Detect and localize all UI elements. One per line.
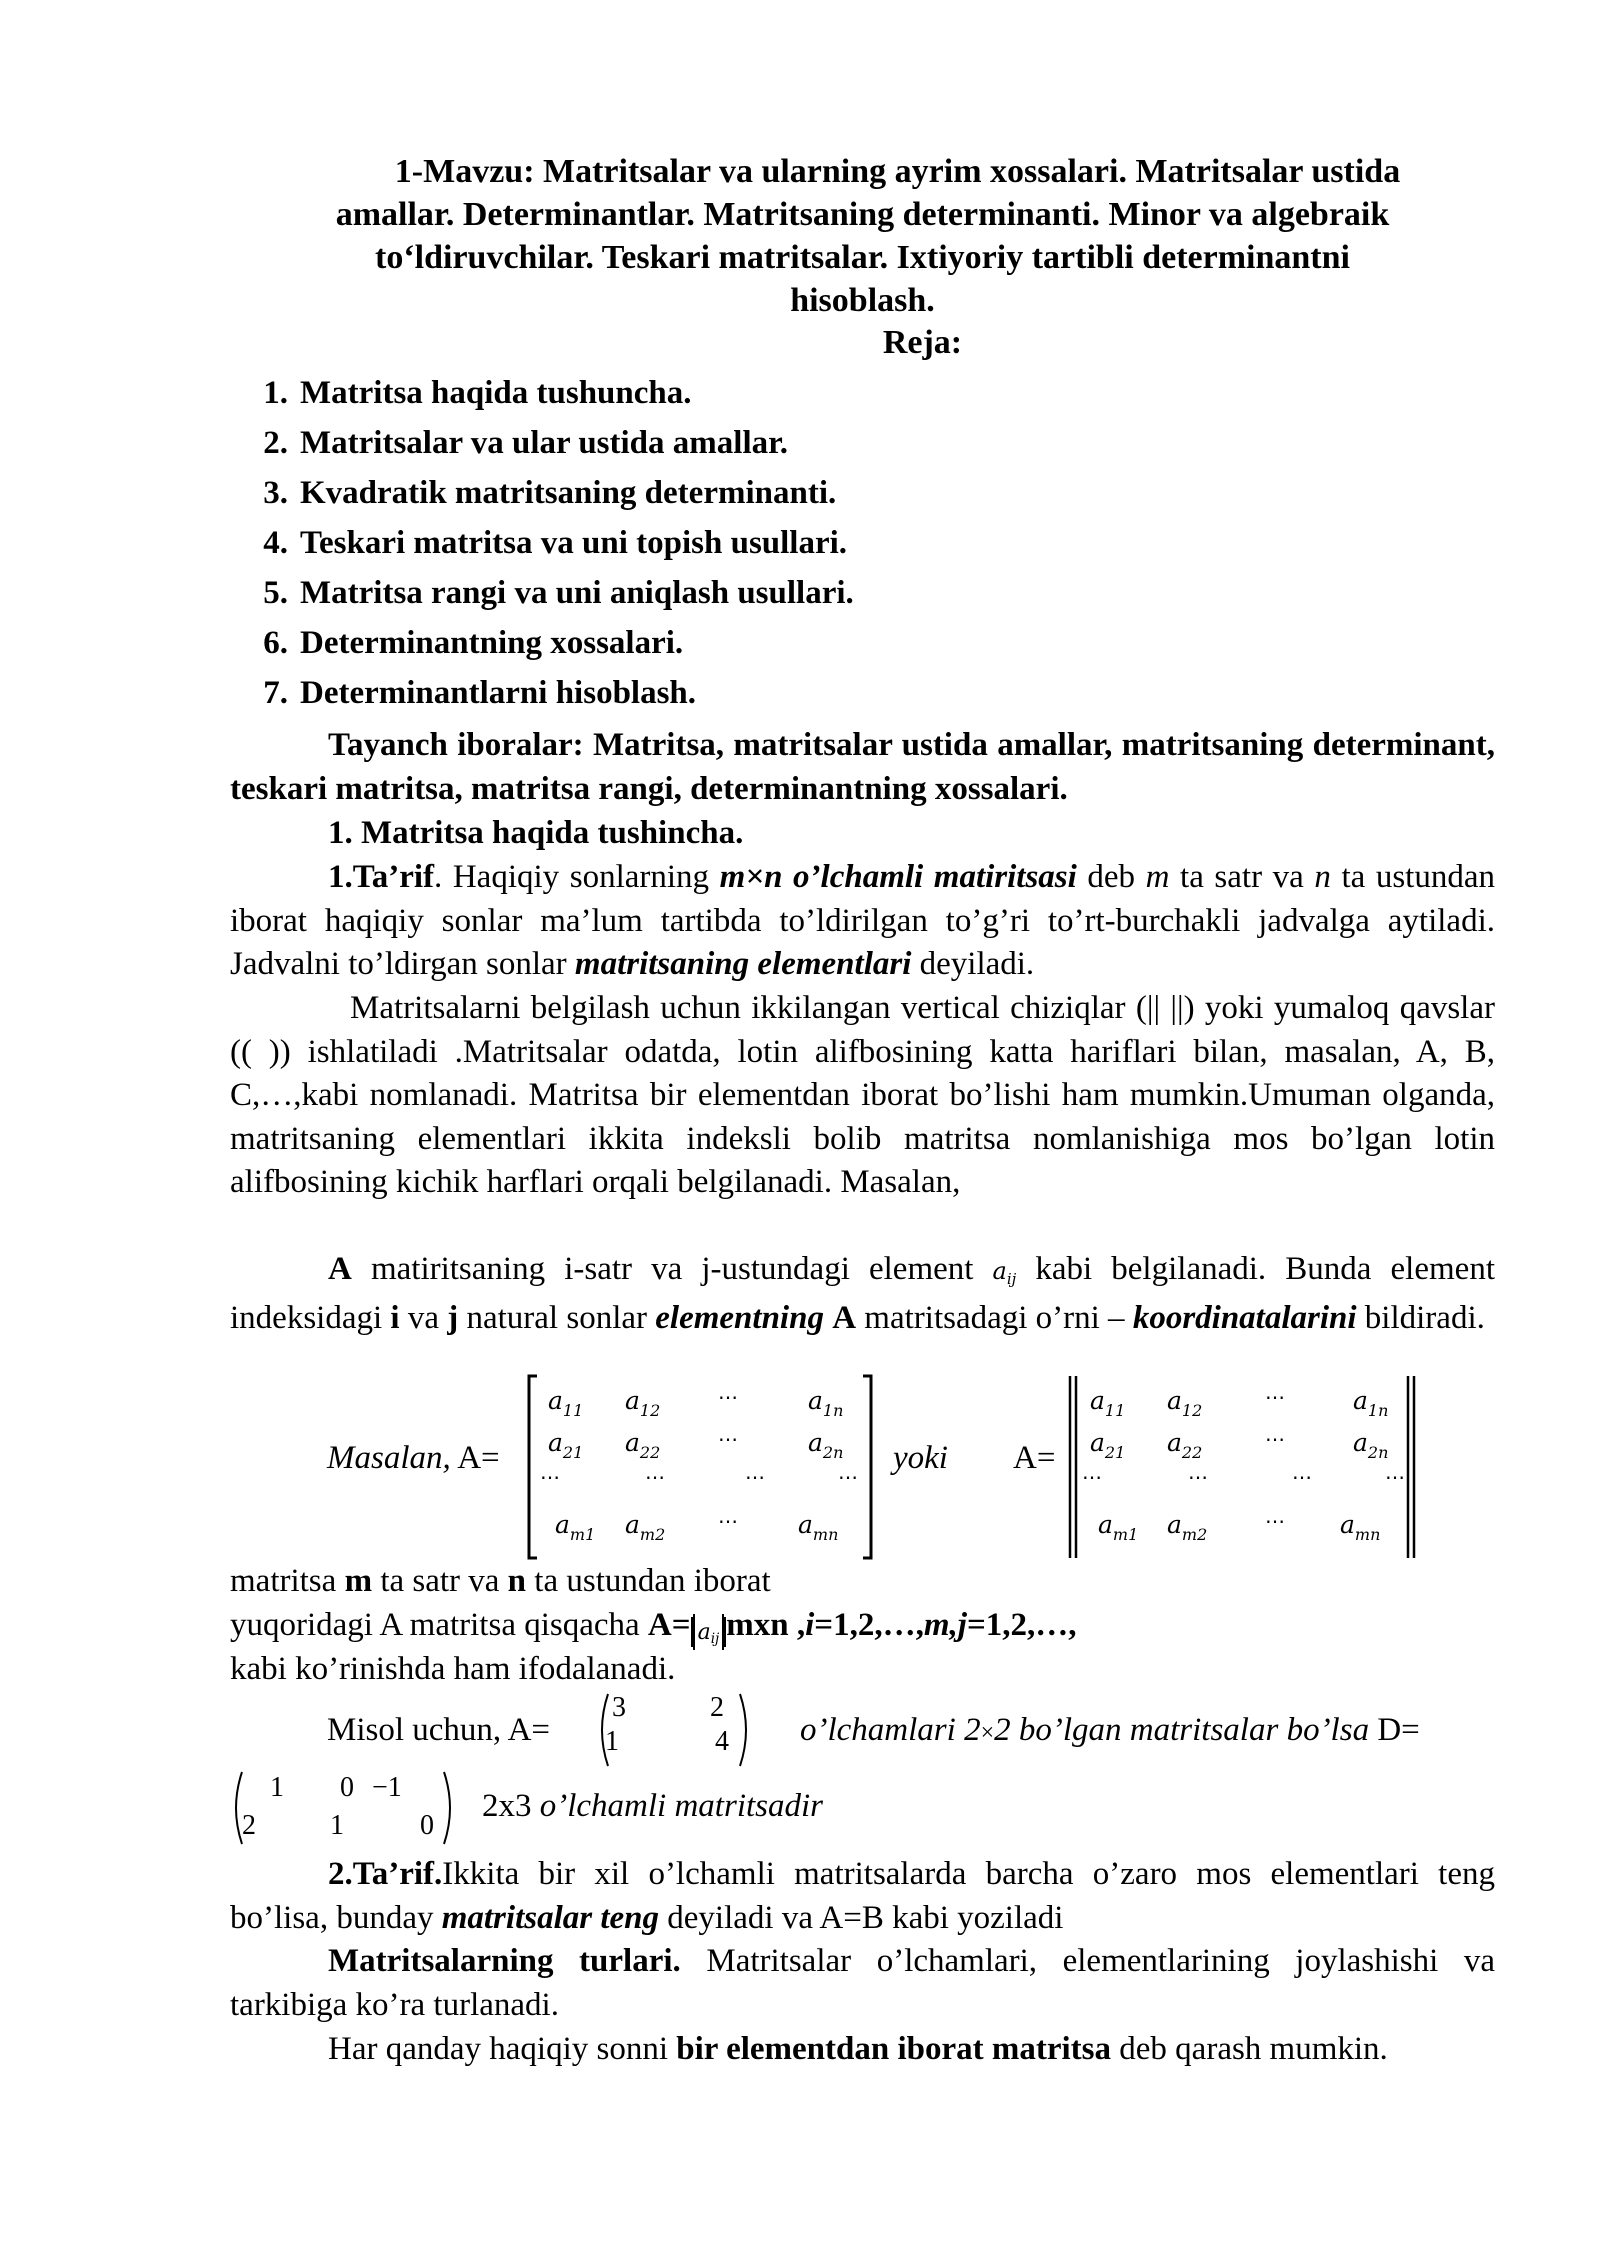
matrix-dots: … bbox=[1265, 1380, 1285, 1404]
matrix-cell: $a_{2n}$ bbox=[1353, 1428, 1389, 1462]
plan-item bbox=[230, 473, 854, 523]
plan-text: Determinantlarni hisoblash. bbox=[300, 675, 697, 711]
plan-text: Matritsalar va ular ustida amallar. bbox=[300, 425, 788, 461]
matrix-dots: … bbox=[645, 1460, 665, 1484]
text-run: matiritsaning i-satr va j-ustundagi element bbox=[351, 1251, 993, 1287]
element-letter: a bbox=[992, 1257, 1007, 1285]
yoki-label: yoki bbox=[893, 1440, 948, 1476]
matrix-cell: 4 bbox=[715, 1726, 729, 1757]
matrix-cell: $a_{mn}$ bbox=[1340, 1510, 1381, 1544]
matrix-cell: $a_{1n}$ bbox=[1353, 1386, 1389, 1420]
text-run: 2 bo’lgan matritsalar bo’lsa bbox=[994, 1712, 1370, 1748]
section-heading: 1. Matritsa haqida tushincha. bbox=[328, 815, 744, 851]
text-run: Har qanday haqiqiy sonni bbox=[328, 2031, 677, 2067]
element-letter: a bbox=[697, 1620, 711, 1645]
emphasis: koordinatalarini bbox=[1132, 1299, 1357, 1336]
text-run: A= bbox=[647, 1607, 691, 1643]
text-run: D= bbox=[1369, 1712, 1420, 1748]
text-run: Ikkita bir xil o’lchamli matritsalarda barcha o’zaro mos elementlari teng bo’lisa, bunday bbox=[230, 1856, 1495, 1936]
text-run: bildiradi. bbox=[1356, 1299, 1485, 1336]
variable: m bbox=[344, 1563, 373, 1599]
plan-number: 4. bbox=[263, 525, 288, 561]
matrix-cell: 3 bbox=[612, 1692, 626, 1723]
after-matrix-line2 bbox=[230, 1604, 1077, 1650]
matrix-cell: $a_{21}$ bbox=[548, 1428, 584, 1462]
matrix-dots: … bbox=[1292, 1460, 1312, 1484]
keywords-paragraph: Tayanch iboralar: Matritsa, matritsalar ustida amallar, matritsaning determinant, teskari matritsa, matritsa rangi, determinantning xossalari. bbox=[230, 727, 1495, 807]
text-run: ta ustundan iborat haqiqiy sonlar ma’lum tartibda to’ldirilgan to’g’ri to’rt-burchakli jadvalga aytiladi. Jadvalni to’ldirgan sonlar bbox=[230, 859, 1495, 983]
plan-text: Kvadratik matritsaning determinanti. bbox=[300, 475, 837, 511]
emphasis: m×n o’lchamli matiritsasi bbox=[719, 859, 1077, 895]
text-run: mxn , bbox=[726, 1607, 806, 1643]
definition-label: 2.Ta’rif. bbox=[328, 1856, 443, 1892]
matrix-cell: $a_{11}$ bbox=[1090, 1386, 1126, 1420]
after-matrix-line3: kabi ko’rinishda ham ifodalanadi. bbox=[230, 1651, 676, 1687]
text-run: kabi belgilanadi. Bunda element indeksidagi bbox=[230, 1251, 1495, 1336]
after-matrix-line1 bbox=[230, 1560, 771, 1604]
section-label: Matritsalarning turlari. bbox=[328, 1943, 681, 1979]
d-text bbox=[482, 1788, 823, 1825]
matrix-cell: $a_{12}$ bbox=[1167, 1386, 1203, 1420]
title-line: amallar. Determinantlar. Matritsaning determinanti. Minor va algebraik bbox=[335, 196, 1390, 233]
misol-line bbox=[0, 1690, 1600, 1770]
matrix-cell: $a_{m1}$ bbox=[555, 1510, 596, 1544]
plan-item bbox=[230, 423, 854, 473]
index-i: i bbox=[390, 1299, 400, 1336]
element-subscript: ij bbox=[710, 1631, 720, 1648]
variable: n bbox=[507, 1563, 527, 1599]
text-run: deyiladi va A=B kabi yoziladi bbox=[659, 1899, 1064, 1936]
title-line: 1-Mavzu: Matritsalar va ularning ayrim xossalari. Matritsalar ustida bbox=[394, 153, 1401, 190]
text-run: A= bbox=[457, 1440, 500, 1476]
variable: i bbox=[805, 1607, 815, 1643]
matrix-cell: 2 bbox=[710, 1692, 724, 1723]
norm-bars bbox=[693, 1614, 725, 1650]
text-run: Misol uchun, A= bbox=[327, 1712, 551, 1748]
matrix-cell: −1 bbox=[372, 1772, 402, 1803]
text-run: o’lchamli matritsadir bbox=[531, 1788, 824, 1824]
text-run: ta satr va bbox=[372, 1563, 508, 1599]
matrix-cell: $a_{22}$ bbox=[1167, 1428, 1203, 1462]
plan-number: 3. bbox=[263, 475, 288, 511]
matrix-dots: … bbox=[1265, 1504, 1285, 1528]
notation-paragraph: Matritsalarni belgilash uchun ikkilangan vertical chiziqlar (|| ||) yoki yumaloq qavslar (( )) ishlatiladi .Matritsalar odatda, lotin alifbosining katta hariflari bilan, masalan, A, B, C,…,kabi nomlanadi. Matritsa bir elementdan iborat bo’lishi ham mumkin.Umuman olganda, matritsaning elementlari ikkita indeksli bolib matritsa nomlanishiga mos bo’lgan lotin alifbosining kichik harflari orqali belgilanadi. Masalan, bbox=[230, 990, 1495, 1201]
emphasis: bir elementdan iborat matritsa bbox=[676, 2031, 1112, 2067]
title-line: to‘ldiruvchilar. Teskari matritsalar. Ixtiyoriy tartibli determinantni bbox=[375, 239, 1350, 276]
element-symbol bbox=[992, 1257, 1017, 1288]
left-bracket bbox=[529, 1376, 537, 1558]
matrix-cell: $a_{m2}$ bbox=[1167, 1510, 1208, 1544]
emphasis: elementning bbox=[655, 1299, 824, 1336]
matrix-cell: 0 bbox=[340, 1772, 354, 1803]
matrix-cell: $a_{mn}$ bbox=[798, 1510, 839, 1544]
text-run bbox=[824, 1300, 832, 1336]
definition-1 bbox=[230, 856, 1495, 987]
matrix-dots: … bbox=[1188, 1460, 1208, 1484]
matrix-name: A bbox=[832, 1299, 857, 1336]
matrix-cell: $a_{m2}$ bbox=[625, 1510, 666, 1544]
text-run: ta ustundan iborat bbox=[526, 1563, 771, 1599]
matrix-cell: $a_{12}$ bbox=[625, 1386, 661, 1420]
element-symbol bbox=[697, 1620, 720, 1648]
text-run: ta satr va bbox=[1169, 859, 1315, 895]
matrix-dots: … bbox=[540, 1460, 560, 1484]
plan-number: 1. bbox=[263, 375, 288, 411]
matrix-dots: … bbox=[1265, 1422, 1285, 1446]
text-run: 2x3 bbox=[482, 1788, 532, 1824]
text-run: va bbox=[399, 1299, 448, 1336]
types-paragraph bbox=[230, 1940, 1495, 2027]
text-run: =1,2,…, bbox=[814, 1607, 924, 1643]
a-equals: A= bbox=[1013, 1440, 1056, 1476]
matrix-cell: $a_{2n}$ bbox=[808, 1428, 844, 1462]
plan-number: 5. bbox=[263, 575, 288, 611]
matrix-cell: 1 bbox=[330, 1810, 344, 1841]
matrix-cell: $a_{1n}$ bbox=[808, 1386, 844, 1420]
text-run: deb qarash mumkin. bbox=[1111, 2031, 1388, 2067]
plan-item bbox=[230, 523, 854, 573]
matrix-cell: 1 bbox=[270, 1772, 284, 1803]
emphasis: matritsaning elementlari bbox=[574, 946, 912, 983]
text-run: matritsa bbox=[230, 1563, 345, 1599]
text-run: . Haqiqiy sonlarning bbox=[434, 859, 720, 895]
matrix-cell: 0 bbox=[420, 1810, 434, 1841]
text-run: o’lchamlari 2 bbox=[800, 1712, 981, 1748]
matrix-dots: … bbox=[718, 1380, 738, 1404]
matrix-dots: … bbox=[1082, 1460, 1102, 1484]
plan-number: 2. bbox=[263, 425, 288, 461]
definition-label: 1.Ta’rif bbox=[328, 859, 435, 895]
text-run: natural sonlar bbox=[458, 1299, 656, 1336]
index-j: j bbox=[447, 1299, 459, 1336]
plan-item bbox=[230, 373, 854, 423]
matrix-cell: $a_{21}$ bbox=[1090, 1428, 1126, 1462]
element-subscript: ij bbox=[1006, 1269, 1017, 1288]
d-matrix-line bbox=[0, 1768, 1600, 1848]
text-run: deyiladi. bbox=[911, 946, 1035, 983]
text-run: yuqoridagi A matritsa qisqacha bbox=[230, 1607, 648, 1643]
plan-text: Determinantning xossalari. bbox=[300, 625, 684, 661]
variable: m bbox=[1145, 859, 1170, 895]
matrix-cell: 2 bbox=[242, 1810, 256, 1841]
plan-text: Teskari matritsa va uni topish usullari. bbox=[300, 525, 848, 561]
text-run: Matritsalar o’lchamlari, elementlarining joylashishi va tarkibiga ko’ra turlanadi. bbox=[230, 1943, 1495, 2023]
plan-item bbox=[230, 623, 854, 673]
text-run: deb bbox=[1076, 859, 1146, 895]
text-run: =1,2,…, bbox=[966, 1607, 1077, 1643]
plan-item bbox=[230, 673, 854, 723]
matrix-name: A bbox=[328, 1251, 352, 1287]
matrix-dots: … bbox=[838, 1460, 858, 1484]
text-run: Masalan, bbox=[327, 1440, 451, 1476]
matrix-cell: $a_{m1}$ bbox=[1098, 1510, 1139, 1544]
definition-2 bbox=[230, 1853, 1495, 1940]
title-line: hisoblash. bbox=[790, 282, 935, 319]
times-symbol: × bbox=[980, 1720, 995, 1746]
text-run: matritsadagi o’rni – bbox=[856, 1299, 1133, 1336]
matrix-cell: $a_{11}$ bbox=[548, 1386, 584, 1420]
plan-heading: Reja: bbox=[882, 324, 963, 361]
emphasis: matritsalar teng bbox=[441, 1899, 660, 1936]
plan-number: 7. bbox=[263, 675, 288, 711]
plan-number: 6. bbox=[263, 625, 288, 661]
masalan-label bbox=[327, 1440, 500, 1477]
matrix-cell: $a_{22}$ bbox=[625, 1428, 661, 1462]
matrix-dots: … bbox=[745, 1460, 765, 1484]
element-paragraph bbox=[230, 1248, 1495, 1340]
right-bracket bbox=[863, 1376, 871, 1558]
plan-text: Matritsa haqida tushuncha. bbox=[300, 375, 692, 411]
last-paragraph bbox=[230, 2028, 1495, 2072]
page-title bbox=[230, 150, 1495, 322]
variable: n bbox=[1314, 859, 1331, 895]
misol-text bbox=[800, 1712, 1420, 1749]
plan-list bbox=[230, 373, 854, 723]
matrix-dots: … bbox=[718, 1504, 738, 1528]
matrix-cell: 1 bbox=[605, 1726, 619, 1757]
variable: m,j bbox=[923, 1607, 967, 1643]
matrix-example bbox=[0, 1372, 1600, 1562]
matrix-dots: … bbox=[718, 1422, 738, 1446]
plan-item bbox=[230, 573, 854, 623]
plan-text: Matritsa rangi va uni aniqlash usullari. bbox=[300, 575, 854, 611]
matrix-dots: … bbox=[1385, 1460, 1405, 1484]
